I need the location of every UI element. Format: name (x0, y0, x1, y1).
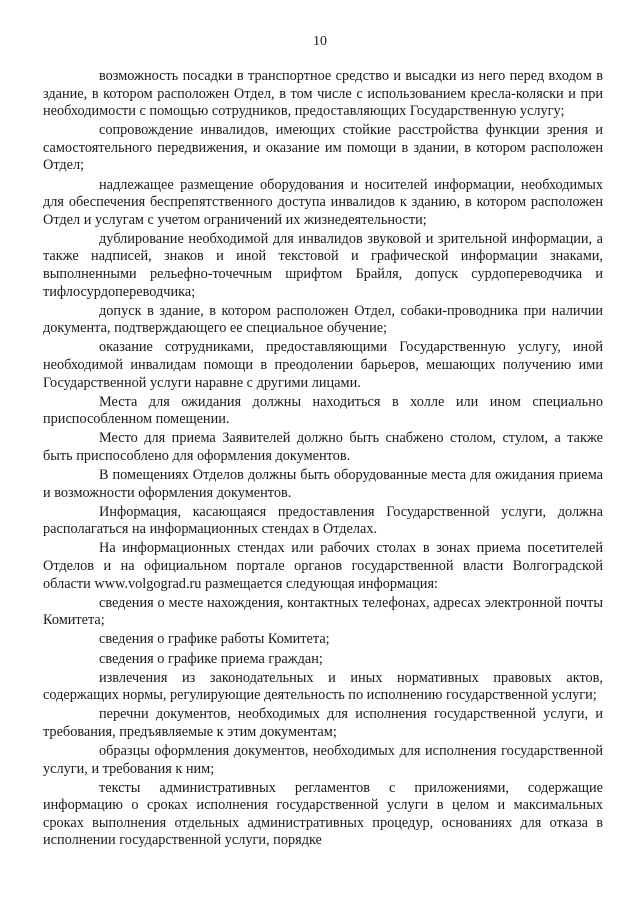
paragraph: На информационных стендах или рабочих столах в зонах приема посетителей Отделов и на официальном портале органов государственной власти Волгоградской области www.volgograd.ru размещается следующая информация: (43, 540, 603, 592)
paragraph: сведения о месте нахождения, контактных телефонах, адресах электронной почты Комитета; (43, 594, 603, 629)
paragraph: тексты административных регламентов с приложениями, содержащие информацию о сроках исполнения государственной услуги в целом и максимальных сроках выполнения отдельных административных процедур, основаниях для отказа в исполнении государственной услуги, порядке (43, 779, 603, 849)
paragraph: извлечения из законодательных и иных нормативных правовых актов, содержащих нормы, регулирующие деятельность по исполнению государственной услуги; (43, 669, 603, 704)
paragraph: Информация, касающаяся предоставления Государственной услуги, должна располагаться на информационных стендах в Отделах. (43, 503, 603, 538)
paragraph: образцы оформления документов, необходимых для исполнения государственной услуги, и требования к ним; (43, 742, 603, 777)
paragraph: возможность посадки в транспортное средство и высадки из него перед входом в здание, в котором расположен Отдел, в том числе с использованием кресла-коляски и при необходимости с помощью сотрудников, предоставляющих Государственную услугу; (43, 68, 603, 120)
paragraph: оказание сотрудниками, предоставляющими Государственную услугу, иной необходимой инвалидам помощи в преодолении барьеров, мешающих получению ими Государственной услуги наравне с другими лицами. (43, 339, 603, 391)
paragraph: надлежащее размещение оборудования и носителей информации, необходимых для обеспечения беспрепятственного доступа инвалидов к зданию, в котором расположен Отдел и услугам с учетом ограничений их жизнедеятельности; (43, 176, 603, 228)
paragraph: сведения о графике работы Комитета; (99, 631, 330, 648)
paragraph: Места для ожидания должны находиться в холле или ином специально приспособленном помещении. (43, 393, 603, 428)
paragraph: Место для приема Заявителей должно быть снабжено столом, стулом, а также быть приспособлено для оформления документов. (43, 430, 603, 464)
document-body (43, 68, 603, 850)
page-number: 10 (313, 34, 327, 49)
paragraph: допуск в здание, в котором расположен Отдел, собаки-проводника при наличии документа, подтверждающего ее специальное обучение; (43, 302, 603, 337)
paragraph: сопровождение инвалидов, имеющих стойкие расстройства функции зрения и самостоятельного передвижения, и оказание им помощи в здании, в котором расположен Отдел; (43, 122, 603, 174)
paragraph: дублирование необходимой для инвалидов звуковой и зрительной информации, а также надписей, знаков и иной текстовой и графической информации знаками, выполненными рельефно-точечным шрифтом Брайля, допуск сурдопереводчика и тифлосурдопереводчика; (43, 230, 603, 300)
paragraph: сведения о графике приема граждан; (99, 650, 323, 667)
paragraph: В помещениях Отделов должны быть оборудованные места для ожидания приема и возможности оформления документов. (43, 467, 603, 501)
paragraph: перечни документов, необходимых для исполнения государственной услуги, и требования, предъявляемые к этим документам; (43, 706, 603, 740)
